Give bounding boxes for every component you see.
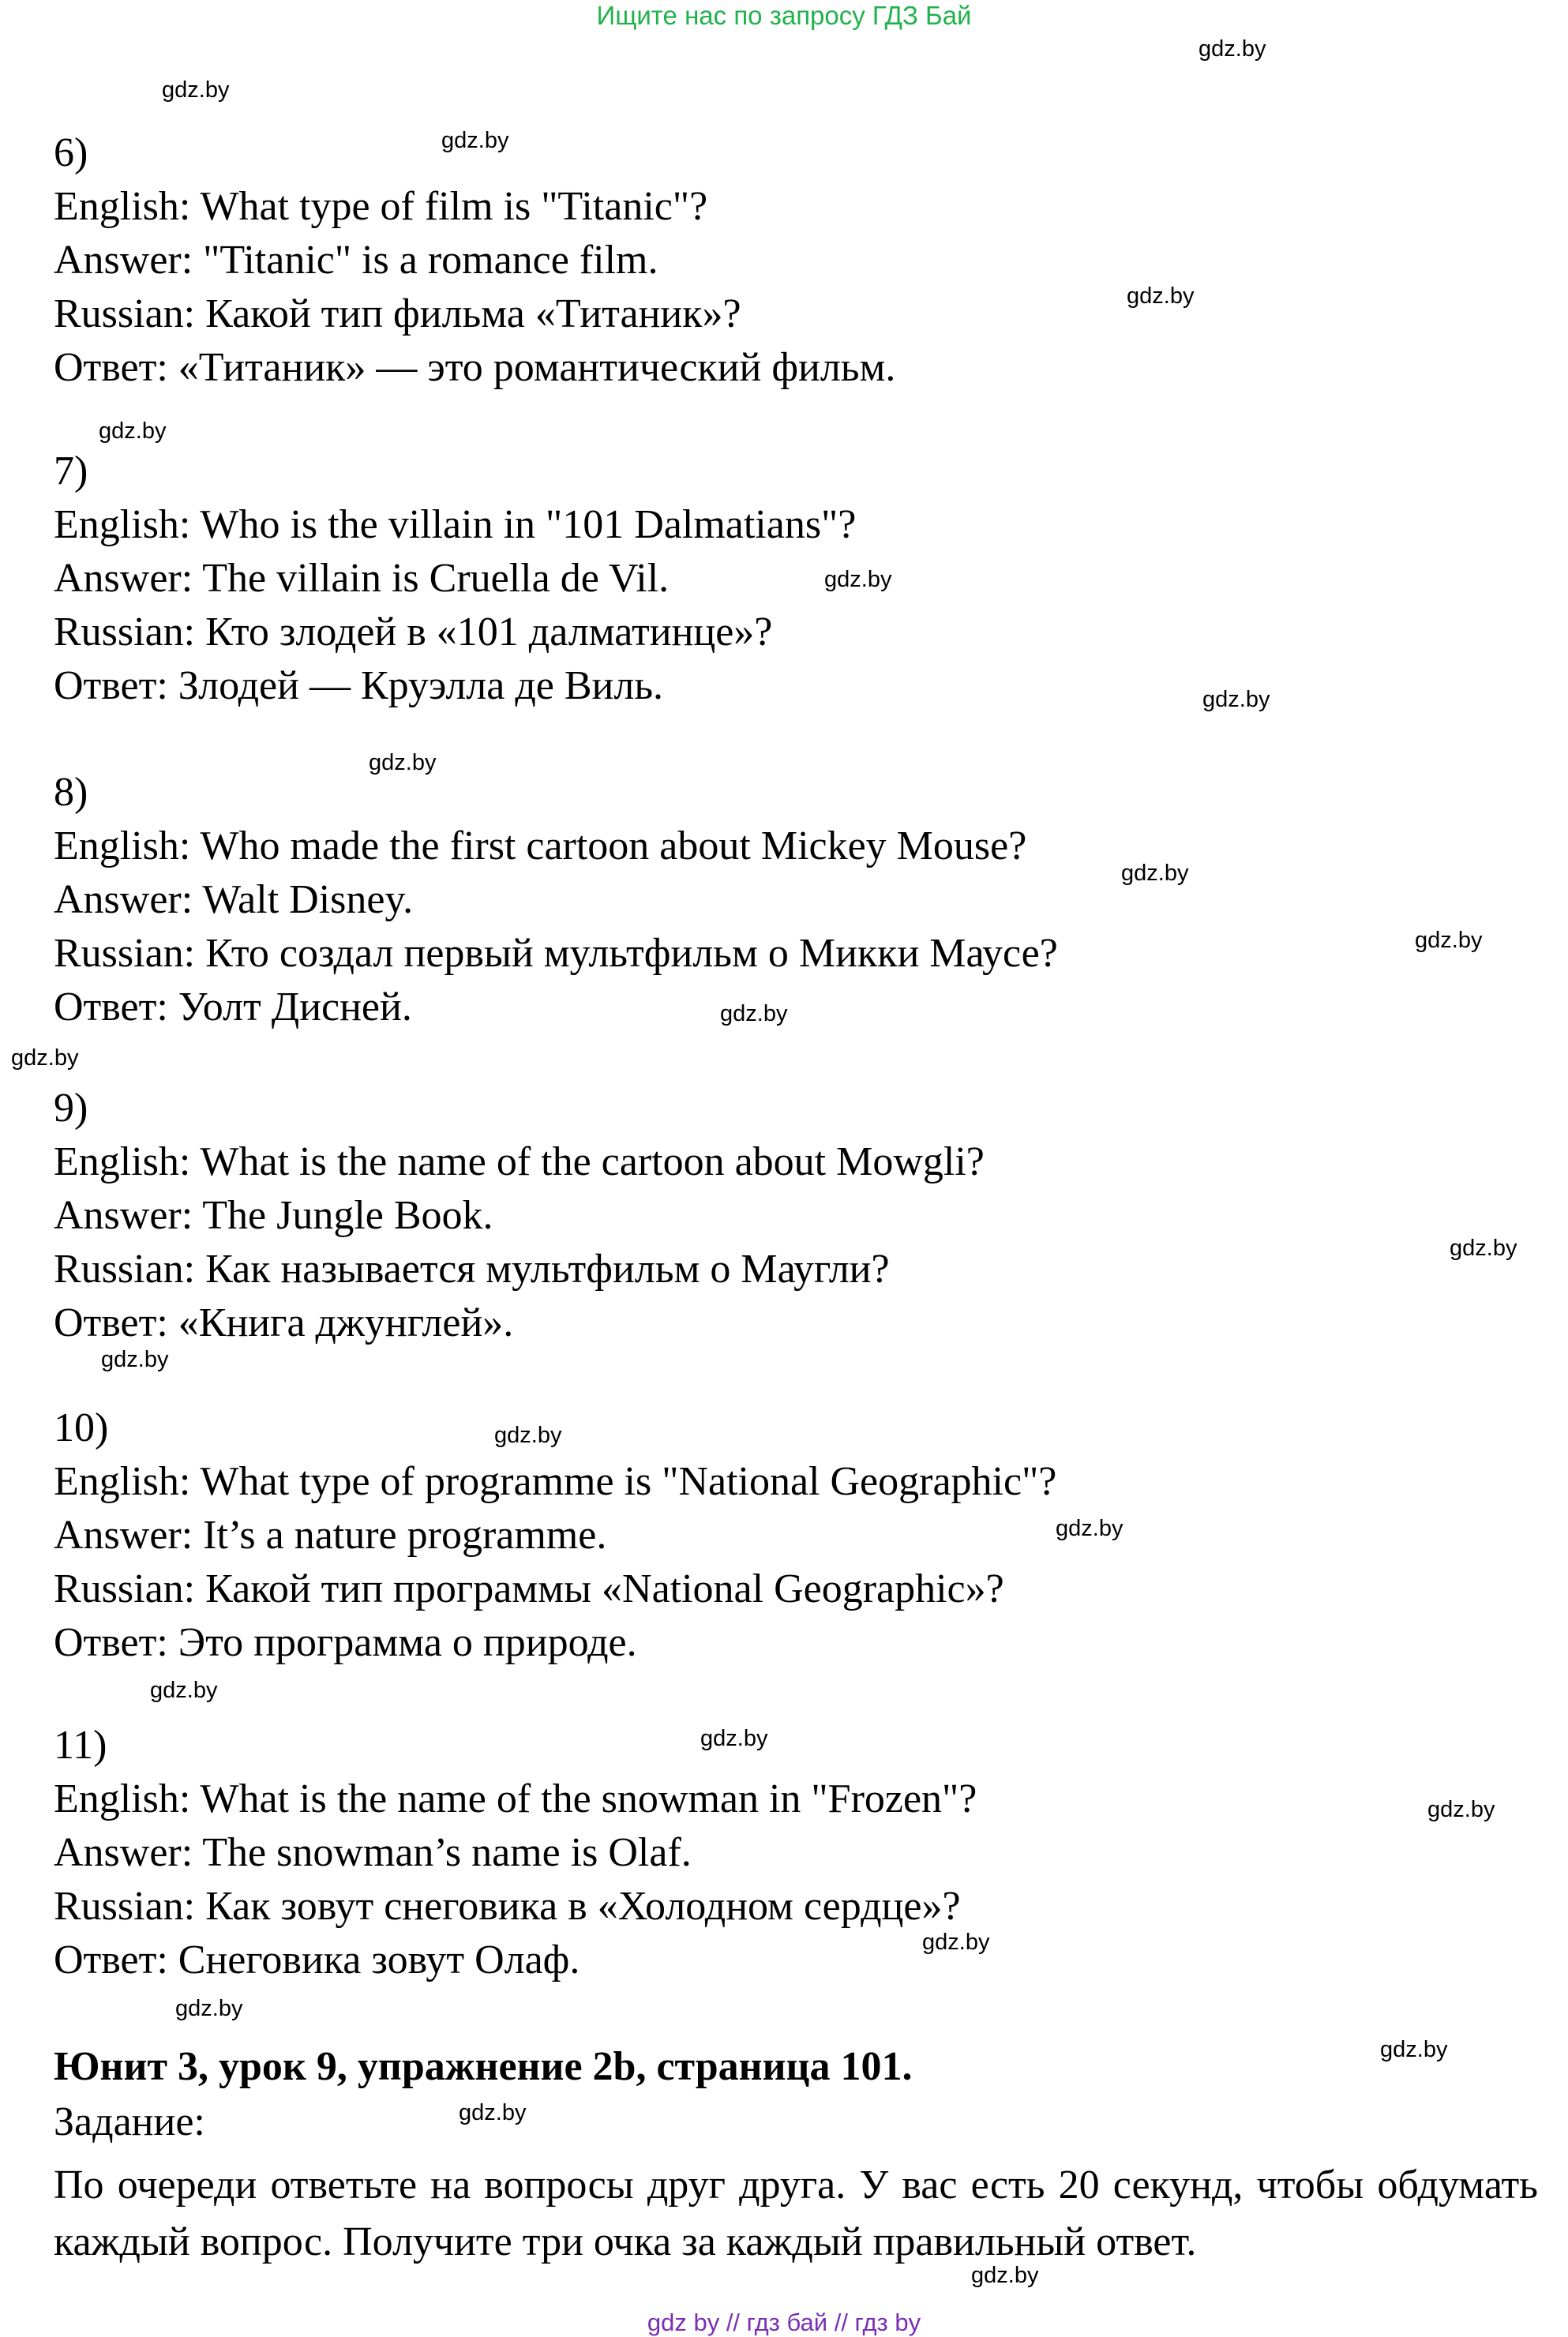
watermark: gdz.by <box>1056 1516 1123 1541</box>
watermark: gdz.by <box>720 1001 788 1026</box>
question-block-7 <box>54 445 1538 713</box>
watermark: gdz.by <box>1202 687 1270 712</box>
question-block-6 <box>54 126 1538 395</box>
question-number: 8) <box>54 770 88 815</box>
watermark: gdz.by <box>1127 283 1195 309</box>
top-banner[interactable]: Ищите нас по запросу ГДЗ Бай <box>596 1 972 30</box>
watermark: gdz.by <box>150 1678 218 1703</box>
english-question: English: What type of programme is "National Geographic"? <box>54 1459 1057 1504</box>
watermark: gdz.by <box>1427 1797 1495 1822</box>
watermark: gdz.by <box>1450 1236 1517 1261</box>
task-text: По очереди ответьте на вопросы друг друга. У вас есть 20 секунд, чтобы обдумать каждый вопрос. Получите три очка за каждый правильный ответ. <box>54 2163 1538 2264</box>
english-answer: Answer: The villain is Cruella de Vil. <box>54 556 670 601</box>
question-number: 9) <box>54 1086 88 1131</box>
english-question: English: What is the name of the snowman in "Frozen"? <box>54 1776 977 1821</box>
question-block-9 <box>54 1082 1538 1350</box>
russian-question: Russian: Какой тип программы «National Geographic»? <box>54 1566 1004 1611</box>
watermark: gdz.by <box>1415 928 1483 953</box>
russian-question: Russian: Как называется мультфильм о Маугли? <box>54 1247 890 1292</box>
watermark: gdz.by <box>175 1996 243 2021</box>
russian-answer: Ответ: Это программа о природе. <box>54 1620 637 1665</box>
watermark: gdz.by <box>459 2100 527 2125</box>
russian-answer: Ответ: «Книга джунглей». <box>54 1300 514 1345</box>
watermark: gdz.by <box>1121 861 1189 886</box>
question-block-11 <box>54 1719 1538 1987</box>
question-number: 6) <box>54 130 88 175</box>
task-label: Задание: <box>54 2099 205 2144</box>
english-answer: Answer: The Jungle Book. <box>54 1193 493 1238</box>
question-number: 10) <box>54 1405 109 1450</box>
russian-answer: Ответ: Уолт Дисней. <box>54 985 412 1030</box>
watermark: gdz.by <box>11 1045 79 1071</box>
russian-question: Russian: Какой тип фильма «Титаник»? <box>54 291 741 336</box>
english-question: English: What type of film is "Titanic"? <box>54 184 708 229</box>
watermark: gdz.by <box>441 128 509 153</box>
russian-question: Russian: Кто злодей в «101 далматинце»? <box>54 610 773 655</box>
english-answer: Answer: "Titanic" is a romance film. <box>54 238 658 283</box>
english-question: English: What is the name of the cartoon about Mowgli? <box>54 1139 985 1184</box>
watermark: gdz.by <box>162 77 230 103</box>
english-answer: Answer: The snowman’s name is Olaf. <box>54 1830 692 1875</box>
russian-answer: Ответ: Снеговика зовут Олаф. <box>54 1937 580 1983</box>
question-number: 11) <box>54 1723 107 1768</box>
question-block-8 <box>54 766 1538 1034</box>
question-block-10 <box>54 1401 1538 1670</box>
watermark: gdz.by <box>99 418 167 444</box>
watermark: gdz.by <box>700 1726 768 1751</box>
english-answer: Answer: It’s a nature programme. <box>54 1513 607 1558</box>
english-answer: Answer: Walt Disney. <box>54 877 414 922</box>
russian-question: Russian: Кто создал первый мультфильм о Микки Маусе? <box>54 931 1058 976</box>
watermark: gdz.by <box>1380 2037 1448 2062</box>
watermark: gdz.by <box>101 1347 169 1372</box>
russian-answer: Ответ: «Титаник» — это романтический фильм. <box>54 345 896 390</box>
russian-question: Russian: Как зовут снеговика в «Холодном сердце»? <box>54 1884 961 1929</box>
russian-answer: Ответ: Злодей — Круэлла де Виль. <box>54 663 664 708</box>
watermark: gdz.by <box>1199 36 1266 62</box>
watermark: gdz.by <box>369 750 437 775</box>
section-heading: Юнит 3, урок 9, упражнение 2b, страница 101. <box>54 2044 913 2089</box>
bottom-banner[interactable]: gdz by // гдз бай // гдз by <box>647 2309 921 2336</box>
question-number: 7) <box>54 448 88 493</box>
english-question: English: Who is the villain in "101 Dalmatians"? <box>54 502 857 547</box>
watermark: gdz.by <box>971 2263 1039 2288</box>
watermark: gdz.by <box>824 567 892 592</box>
english-question: English: Who made the first cartoon about Mickey Mouse? <box>54 823 1027 868</box>
watermark: gdz.by <box>494 1423 562 1448</box>
watermark: gdz.by <box>922 1930 990 1955</box>
